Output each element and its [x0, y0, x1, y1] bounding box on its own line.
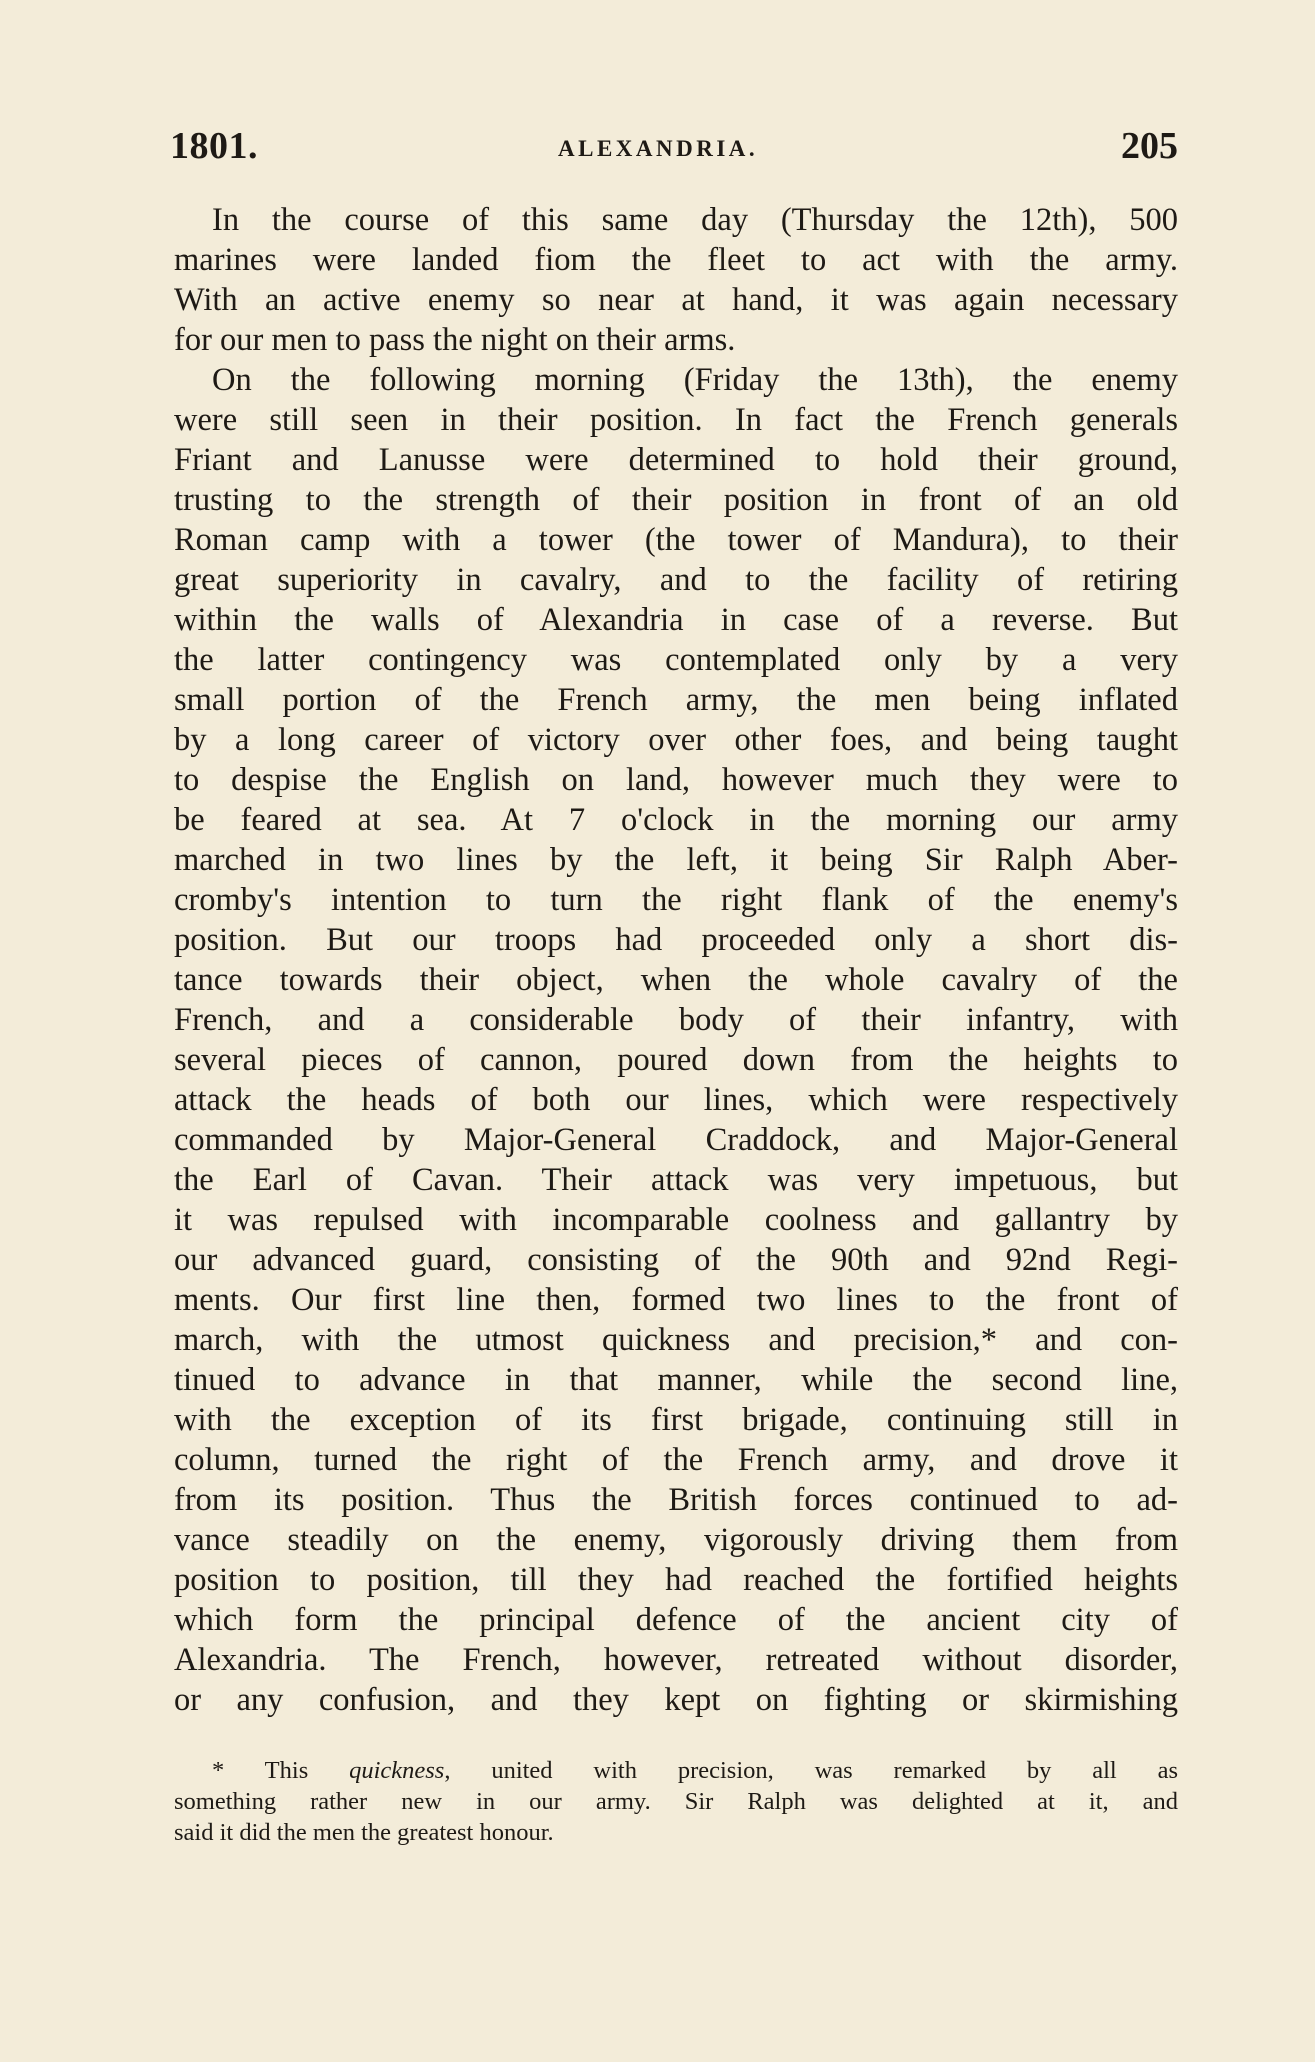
text-line: vance steadily on the enemy, vigorously driving them from: [174, 1522, 1178, 1558]
text-line: French, and a considerable body of their infantry, with: [174, 1002, 1178, 1038]
text-line: ments. Our first line then, formed two lines to the front of: [174, 1282, 1178, 1318]
text-line: the latter contingency was contemplated only by a very: [174, 642, 1178, 678]
text-line: march, with the utmost quickness and precision,* and con-: [174, 1322, 1178, 1358]
text-line: from its position. Thus the British forces continued to ad-: [174, 1482, 1178, 1518]
text-line: column, turned the right of the French army, and drove it: [174, 1442, 1178, 1478]
text-line: be feared at sea. At 7 o'clock in the morning our army: [174, 802, 1178, 838]
text-line: within the walls of Alexandria in case of a reverse. But: [174, 602, 1178, 638]
text-line: tance towards their object, when the whole cavalry of the: [174, 962, 1178, 998]
text-line: by a long career of victory over other foes, and being taught: [174, 722, 1178, 758]
text-line: Friant and Lanusse were determined to hold their ground,: [174, 442, 1178, 478]
text-line: attack the heads of both our lines, which were respectively: [174, 1082, 1178, 1118]
text-line: for our men to pass the night on their arms.: [174, 322, 736, 358]
text-line: position to position, till they had reached the fortified heights: [174, 1562, 1178, 1598]
text-line: tinued to advance in that manner, while the second line,: [174, 1362, 1178, 1398]
text-line: trusting to the strength of their position in front of an old: [174, 482, 1178, 518]
footnote: [174, 1755, 1178, 1848]
text-line: marched in two lines by the left, it being Sir Ralph Aber-: [174, 842, 1178, 878]
text-line: marines were landed fiom the fleet to act with the army.: [174, 242, 1178, 278]
footnote-marker: *: [212, 1757, 225, 1784]
text-line: or any confusion, and they kept on fighting or skirmishing: [174, 1682, 1178, 1718]
running-head: ALEXANDRIA.: [558, 136, 759, 161]
text-line: the Earl of Cavan. Their attack was very impetuous, but: [174, 1162, 1178, 1198]
header-year: 1801.: [170, 125, 258, 167]
footnote-line: said it did the men the greatest honour.: [174, 1819, 554, 1846]
footnote-text: This: [264, 1757, 350, 1784]
footnote-emphasis: quickness: [349, 1757, 445, 1784]
text-line: great superiority in cavalry, and to the facility of retiring: [174, 562, 1178, 598]
text-line: Roman camp with a tower (the tower of Mandura), to their: [174, 522, 1178, 558]
footnote-line: [174, 1755, 1178, 1786]
page-header: [170, 118, 1178, 178]
body-text: [174, 200, 1178, 1720]
text-line: with the exception of its first brigade, continuing still in: [174, 1402, 1178, 1438]
text-line: cromby's intention to turn the right flank of the enemy's: [174, 882, 1178, 918]
text-line: position. But our troops had proceeded only a short dis-: [174, 922, 1178, 958]
text-line: which form the principal defence of the ancient city of: [174, 1602, 1178, 1638]
text-line: to despise the English on land, however much they were to: [174, 762, 1178, 798]
footnote-text: , united with precision, was remarked by all as: [444, 1757, 1179, 1784]
text-line: Alexandria. The French, however, retreated without disorder,: [174, 1642, 1178, 1678]
text-line: With an active enemy so near at hand, it was again necessary: [174, 282, 1178, 318]
text-line: commanded by Major-General Craddock, and Major-General: [174, 1122, 1178, 1158]
page-number: 205: [1121, 125, 1178, 167]
text-line: In the course of this same day (Thursday the 12th), 500: [212, 202, 1178, 238]
footnote-line: something rather new in our army. Sir Ralph was delighted at it, and: [174, 1788, 1178, 1815]
text-line: it was repulsed with incomparable coolness and gallantry by: [174, 1202, 1178, 1238]
text-line: were still seen in their position. In fact the French generals: [174, 402, 1178, 438]
text-line: several pieces of cannon, poured down from the heights to: [174, 1042, 1178, 1078]
text-line: On the following morning (Friday the 13th), the enemy: [212, 362, 1178, 398]
text-line: our advanced guard, consisting of the 90th and 92nd Regi-: [174, 1242, 1178, 1278]
text-line: small portion of the French army, the men being inflated: [174, 682, 1178, 718]
